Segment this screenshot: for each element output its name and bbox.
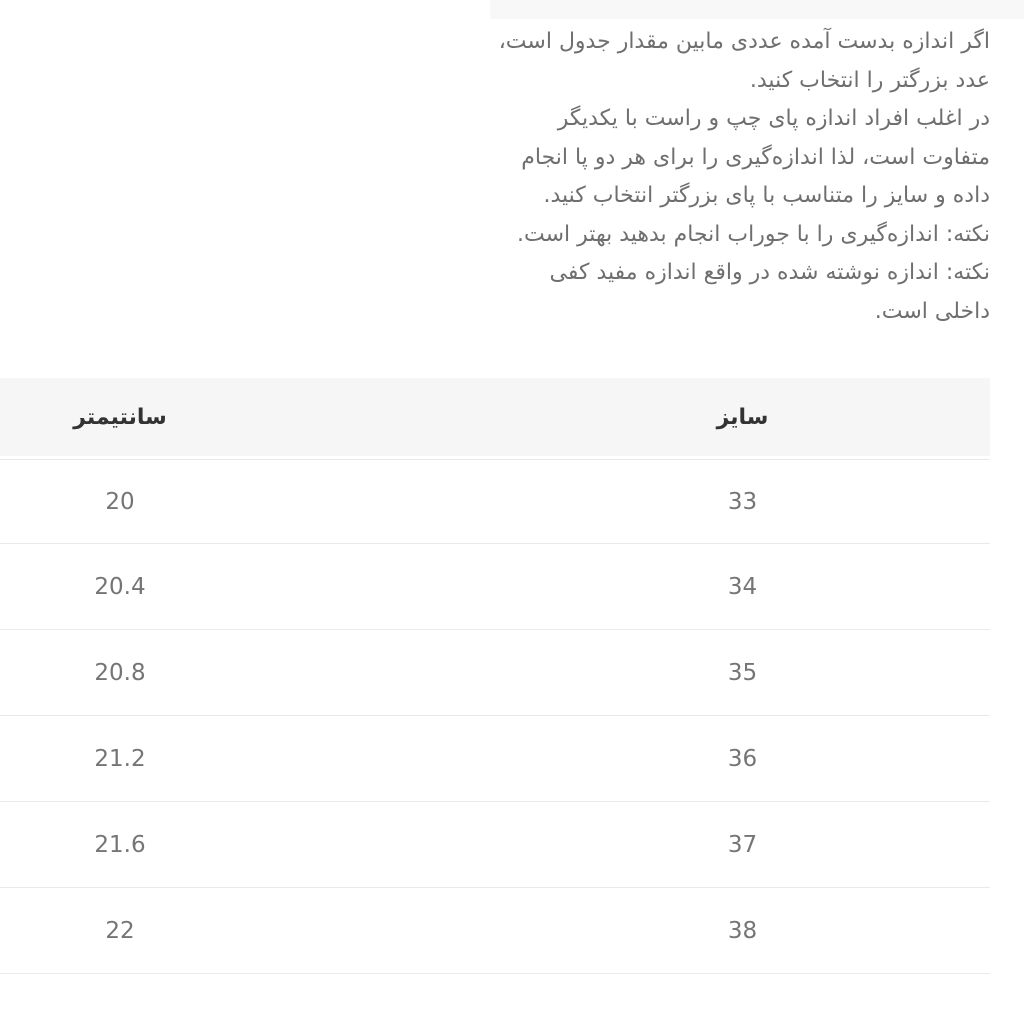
- cell-size: 34: [727, 573, 758, 600]
- cell-centimeter: 21.2: [94, 745, 146, 772]
- cell-size: 33: [727, 488, 758, 515]
- cell-size: 36: [727, 745, 758, 772]
- cell-centimeter: 22: [105, 917, 135, 944]
- sizing-instructions-text: [390, 23, 990, 331]
- cell-size: 35: [727, 659, 758, 686]
- instruction-line-1: اگر اندازه بدست آمده عددی مابین مقدار جدول است،: [498, 29, 990, 54]
- column-header-size: سایز: [716, 404, 769, 430]
- size-table-row: [0, 716, 990, 802]
- instruction-line-5: داده و سایز را متناسب با پای بزرگتر انتخاب کنید.: [543, 183, 990, 208]
- instruction-line-7: نکته: اندازه نوشته شده در واقع اندازه مفید کفی: [549, 260, 990, 285]
- cell-size: 37: [727, 831, 758, 858]
- instruction-line-3: در اغلب افراد اندازه پای چپ و راست با یکدیگر: [557, 106, 990, 131]
- size-table-header-row: [0, 378, 990, 456]
- size-table-row: [0, 459, 990, 544]
- column-header-centimeter: سانتیمتر: [73, 404, 167, 430]
- cell-centimeter: 21.6: [94, 831, 146, 858]
- size-table: [0, 378, 990, 974]
- size-table-row: [0, 544, 990, 630]
- instruction-line-4: متفاوت است، لذا اندازه‌گیری را برای هر دو پا انجام: [521, 144, 990, 170]
- cutoff-header-remnant: [490, 0, 1024, 19]
- cell-centimeter: 20.4: [94, 573, 146, 600]
- size-table-row: [0, 888, 990, 974]
- cell-size: 38: [727, 917, 758, 944]
- instruction-line-8: داخلی است.: [874, 298, 990, 324]
- cell-centimeter: 20.8: [94, 659, 146, 686]
- instruction-line-2: عدد بزرگتر را انتخاب کنید.: [749, 67, 990, 93]
- size-table-row: [0, 802, 990, 888]
- size-table-body: [0, 459, 990, 974]
- cell-centimeter: 20: [105, 488, 135, 515]
- size-table-row: [0, 630, 990, 716]
- instruction-line-6: نکته: اندازه‌گیری را با جوراب انجام بدهید بهتر است.: [517, 221, 990, 247]
